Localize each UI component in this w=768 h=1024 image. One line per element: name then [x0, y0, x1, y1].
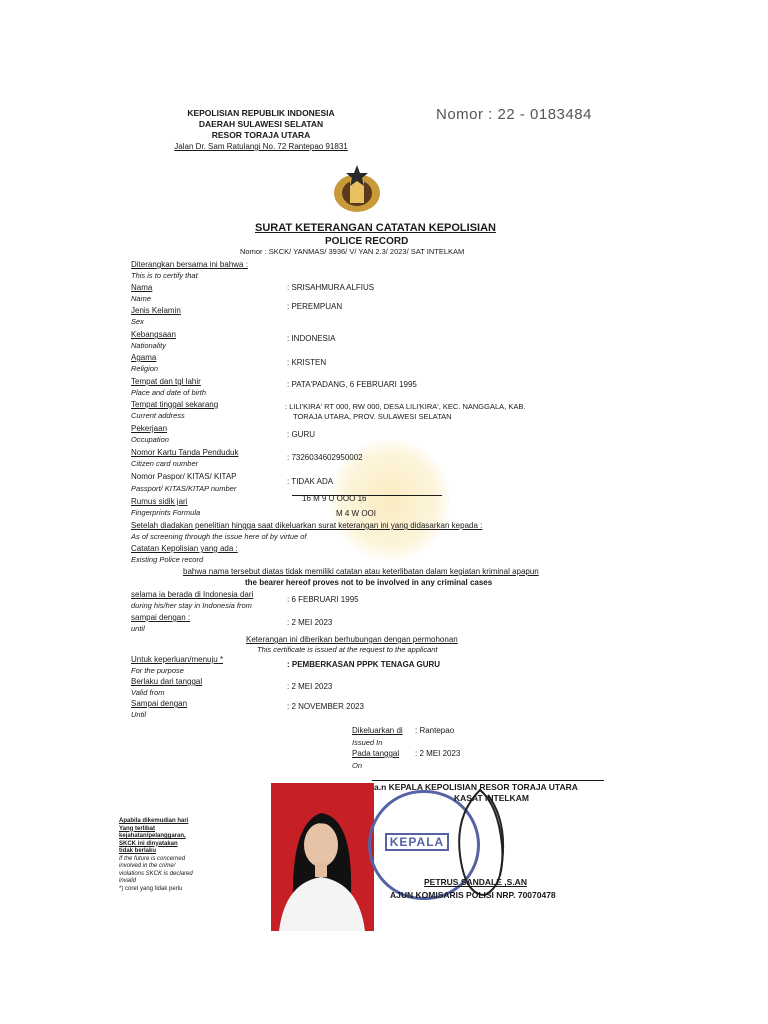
document-subtitle: POLICE RECORD [325, 236, 409, 247]
field-value-line2: TORAJA UTARA, PROV. SULAWESI SELATAN [293, 412, 452, 421]
request-en: This certificate is issued at the request to the applicant [257, 645, 438, 654]
field-label-en: Current address [131, 411, 185, 420]
field-label: Nomor Kartu Tanda Penduduk [131, 448, 239, 457]
screening-id: Setelah diadakan penelitian hingga saat dikeluarkan surat keterangan ini yang didasarkan kepada : [131, 521, 483, 530]
intro-en: This is to certify that [131, 271, 198, 280]
field-label: Nama [131, 283, 153, 292]
field-label: Pekerjaan [131, 424, 168, 433]
field-value: : PATA'PADANG, 6 FEBRUARI 1995 [287, 380, 417, 389]
fingerprint-formula-bottom: M 4 W OOI [336, 509, 376, 518]
field-value: : GURU [287, 430, 315, 439]
field-label-en: Religion [131, 364, 159, 373]
field-label-en: Occupation [131, 435, 169, 444]
field-label-en: Nationality [131, 341, 167, 350]
issued-at-value: : Rantepao [415, 726, 455, 735]
stamp-text: KEPALA [385, 833, 449, 851]
header-line3: RESOR TORAJA UTARA [211, 130, 311, 140]
field-value: : 7326034602950002 [287, 453, 363, 462]
signature-scribble [450, 785, 520, 905]
field-label-en: Citizen card number [131, 459, 199, 468]
purpose-value: : PEMBERKASAN PPPK TENAGA GURU [287, 660, 441, 669]
footnote-line: Yang terlibat [119, 825, 156, 832]
field-label: Tempat tinggal sekarang [131, 400, 219, 409]
field-value: : SRISAHMURA ALFIUS [287, 283, 375, 292]
applicant-photo [271, 783, 374, 931]
catatan-en: Existing Police record [131, 555, 204, 564]
signature-rule [372, 780, 604, 781]
signature-rank: AJUN KOMISARIS POLISI NRP. 70070478 [390, 890, 556, 900]
signature-line2: KASAT INTELKAM [454, 793, 529, 803]
statement-en: the bearer hereof proves not to be involved in any criminal cases [245, 578, 493, 587]
footnote-line: tidak berlaku [119, 848, 157, 854]
field-label-en: Sex [131, 317, 144, 326]
field-value: : KRISTEN [287, 358, 327, 367]
fingerprint-formula-top: 16 M 9 U OOO 16 [302, 494, 367, 503]
purpose-value: : 2 NOVEMBER 2023 [287, 702, 364, 711]
stay-value: : 2 MEI 2023 [287, 618, 333, 627]
purpose-label: Untuk keperluan/menuju * [131, 655, 224, 664]
signature-line1: a.n KEPALA KEPOLISIAN RESOR TORAJA UTARA [374, 782, 578, 792]
field-label: Agama [131, 353, 157, 362]
field-label-en: Place and date of birth [131, 388, 207, 397]
footnote-line: *) coret yang tidak perlu [119, 885, 183, 892]
footnote-line: involved in the crime/ [119, 863, 176, 869]
issued-at-label: Dikeluarkan di [352, 726, 403, 735]
header-address: Jalan Dr. Sam Ratulangi No. 72 Rantepao 91831 [174, 142, 348, 151]
stay-label: selama ia berada di Indonesia dari [131, 590, 254, 599]
request-id: Keterangan ini diberikan berhubungan dengan permohonan [246, 635, 458, 644]
field-value: : INDONESIA [287, 334, 336, 343]
header-line1: KEPOLISIAN REPUBLIK INDONESIA [187, 108, 335, 118]
issued-on-value: : 2 MEI 2023 [415, 749, 461, 758]
issued-on-en: On [352, 761, 363, 770]
purpose-label-en: Until [131, 710, 147, 719]
footnote-line: violations SKCK is declared [119, 870, 193, 877]
purpose-label: Berlaku dari tanggal [131, 677, 203, 686]
issued-at-en: Issued In [352, 738, 383, 747]
footnote [119, 818, 193, 893]
stay-label-en: until [131, 624, 145, 633]
signature-name: PETRUS SANDALE ,S.AN [424, 877, 527, 887]
field-value: : TIDAK ADA [287, 477, 334, 486]
footnote-line: invalid [119, 878, 137, 884]
purpose-label-en: For the purpose [131, 666, 184, 675]
field-label-en: Passport/ KITAS/KITAP number [131, 484, 237, 493]
field-label: Nomor Paspor/ KITAS/ KITAP [131, 472, 237, 481]
field-label: Rumus sidik jari [131, 497, 188, 506]
statement-id: bahwa nama tersebut diatas tidak memiliki catatan atau keterlibatan dalam kegiatan kriminal apapun [183, 567, 539, 576]
field-label-en: Fingerprints Formula [131, 508, 201, 517]
police-emblem-icon [330, 163, 384, 215]
footnote-line: SKCK ini dinyatakan [119, 840, 178, 847]
stay-label: sampai dengan : [131, 613, 191, 622]
document-title: SURAT KETERANGAN CATATAN KEPOLISIAN [255, 222, 496, 234]
field-label-en: Name [131, 294, 152, 303]
stay-label-en: during his/her stay in Indonesia from [131, 601, 252, 610]
header-line2: DAERAH SULAWESI SELATAN [198, 119, 324, 129]
field-value: : PEREMPUAN [287, 302, 343, 311]
field-label: Kebangsaan [131, 330, 176, 339]
field-label: Jenis Kelamin [131, 306, 181, 315]
intro-id: Diterangkan bersama ini bahwa : [131, 260, 248, 269]
stay-value: : 6 FEBRUARI 1995 [287, 595, 359, 604]
footnote-line: kejahatan/pelanggaran, [119, 833, 186, 839]
footnote-line: Apabila dikemudian hari [119, 818, 189, 824]
field-value: : LILI'KIRA' RT 000, RW 000, DESA LILI'KIRA', KEC. NANGGALA, KAB. [285, 402, 526, 411]
issued-on-label: Pada tanggal [352, 749, 400, 758]
serial-number: Nomor : 22 - 0183484 [436, 106, 592, 123]
field-label: Tempat dan tgl lahir [131, 377, 201, 386]
purpose-value: : 2 MEI 2023 [287, 682, 333, 691]
footnote-line: If the future is concerned [119, 855, 186, 862]
purpose-label-en: Valid from [131, 688, 165, 697]
catatan-id: Catatan Kepolisian yang ada : [131, 544, 238, 553]
purpose-label: Sampai dengan [131, 699, 188, 708]
screening-en: As of screening through the issue here of by virtue of [131, 532, 307, 541]
document-number: Nomor : SKCK/ YANMAS/ 3936/ V/ YAN 2.3/ 2023/ SAT INTELKAM [240, 247, 465, 256]
